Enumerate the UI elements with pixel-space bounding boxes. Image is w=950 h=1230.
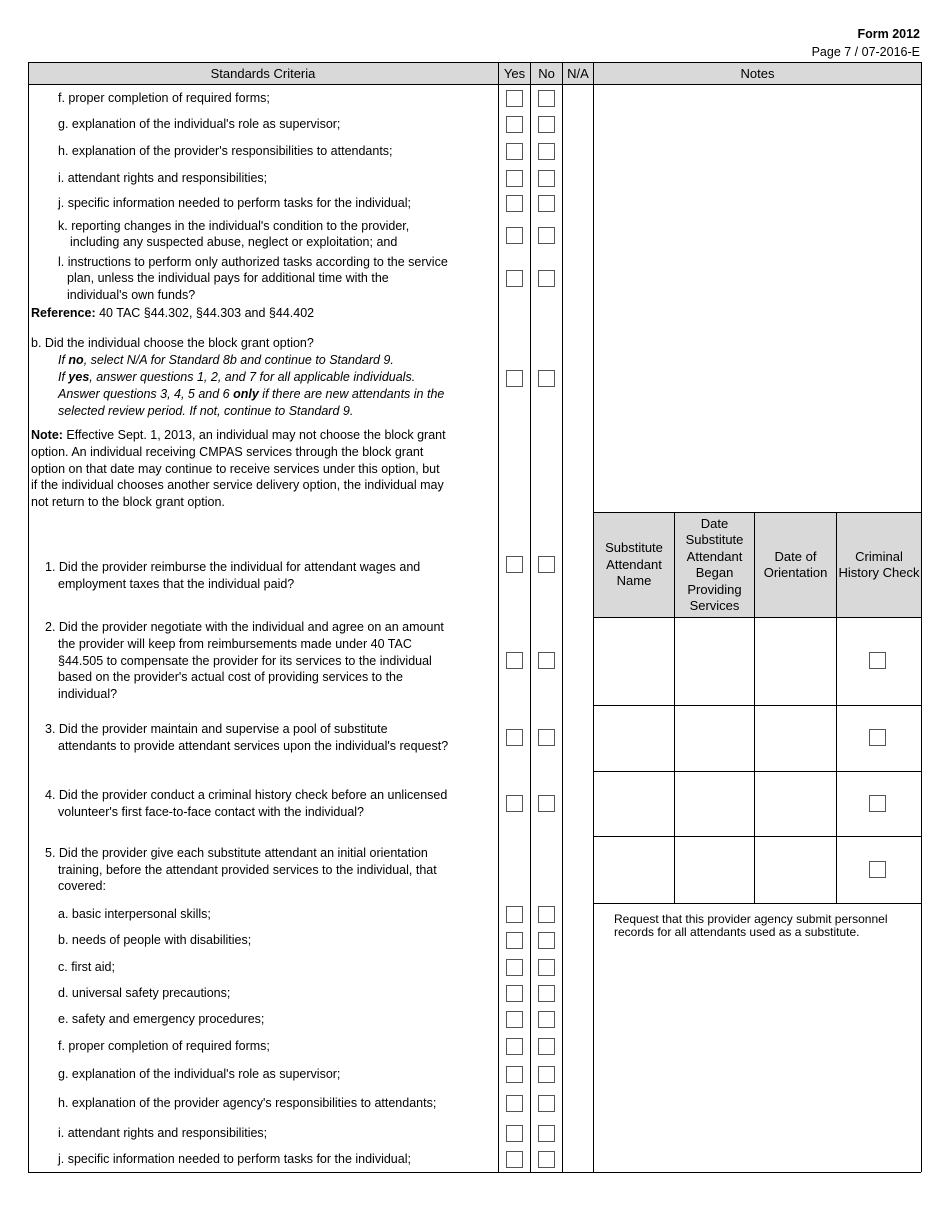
yes-checkbox[interactable] — [506, 1038, 523, 1055]
criteria-item: k. reporting changes in the individual's condition to the provider, — [58, 219, 410, 233]
column-header-notes: Notes — [594, 63, 921, 84]
question-2-cont: §44.505 to compensate the provider for its services to the individual — [58, 654, 432, 668]
no-checkbox[interactable] — [538, 1125, 555, 1142]
reference-line: Reference: 40 TAC §44.302, §44.303 and §44.402 — [31, 306, 315, 320]
yes-checkbox[interactable] — [506, 370, 523, 387]
question-5: 5. Did the provider give each substitute attendant an initial orientation — [45, 846, 428, 860]
yes-checkbox[interactable] — [506, 1066, 523, 1083]
note-line: option. An individual receiving CMPAS services through the block grant — [31, 445, 424, 459]
no-checkbox[interactable] — [538, 270, 555, 287]
no-checkbox[interactable] — [538, 1038, 555, 1055]
criminal-history-checkbox[interactable] — [869, 795, 886, 812]
form-number: Form 2012 — [857, 27, 920, 41]
question-2-cont: based on the provider's actual cost of providing services to the — [58, 670, 403, 684]
criteria-item: j. specific information needed to perform tasks for the individual; — [58, 196, 411, 210]
yes-checkbox[interactable] — [506, 1011, 523, 1028]
note-line: option on that date may continue to receive services under this option, but — [31, 462, 440, 476]
question-1: 1. Did the provider reimburse the individual for attendant wages and — [45, 560, 421, 574]
column-header-na: N/A — [563, 63, 593, 84]
yes-checkbox[interactable] — [506, 959, 523, 976]
question-2-cont: individual? — [58, 687, 118, 701]
sub-header-criminal-check: Criminal History Check — [837, 513, 921, 617]
no-checkbox[interactable] — [538, 1095, 555, 1112]
criteria-item: l. instructions to perform only authorized tasks according to the service — [58, 255, 448, 269]
yes-checkbox[interactable] — [506, 143, 523, 160]
question-b: b. Did the individual choose the block grant option? — [31, 336, 314, 350]
question-5-cont: training, before the attendant provided services to the individual, that — [58, 863, 437, 877]
no-checkbox[interactable] — [538, 1011, 555, 1028]
no-checkbox[interactable] — [538, 170, 555, 187]
criteria-item: b. needs of people with disabilities; — [58, 933, 252, 947]
yes-checkbox[interactable] — [506, 1125, 523, 1142]
note-line: not return to the block grant option. — [31, 495, 225, 509]
yes-checkbox[interactable] — [506, 556, 523, 573]
no-checkbox[interactable] — [538, 729, 555, 746]
no-checkbox[interactable] — [538, 1151, 555, 1168]
criteria-item: h. explanation of the provider's responsibilities to attendants; — [58, 144, 393, 158]
criminal-history-checkbox[interactable] — [869, 861, 886, 878]
yes-checkbox[interactable] — [506, 116, 523, 133]
question-3-cont: attendants to provide attendant services upon the individual's request? — [58, 739, 449, 753]
no-checkbox[interactable] — [538, 90, 555, 107]
no-checkbox[interactable] — [538, 652, 555, 669]
sub-header-date-began: Date Substitute Attendant Began Providing Services — [675, 513, 754, 617]
notes-request: Request that this provider agency submit personnel records for all attendants used as a substitute. — [614, 912, 888, 939]
yes-checkbox[interactable] — [506, 1151, 523, 1168]
criteria-item: i. attendant rights and responsibilities; — [58, 1126, 268, 1140]
no-checkbox[interactable] — [538, 795, 555, 812]
question-4-cont: volunteer's first face-to-face contact with the individual? — [58, 805, 365, 819]
question-1-cont: employment taxes that the individual paid? — [58, 577, 295, 591]
no-checkbox[interactable] — [538, 116, 555, 133]
yes-checkbox[interactable] — [506, 795, 523, 812]
yes-checkbox[interactable] — [506, 932, 523, 949]
column-header-criteria: Standards Criteria — [28, 63, 498, 84]
question-2: 2. Did the provider negotiate with the individual and agree on an amount — [45, 620, 444, 634]
criteria-item: j. specific information needed to perform tasks for the individual; — [58, 1152, 411, 1166]
question-2-cont: the provider will keep from reimbursements made under 40 TAC — [58, 637, 412, 651]
yes-checkbox[interactable] — [506, 652, 523, 669]
question-4: 4. Did the provider conduct a criminal history check before an unlicensed — [45, 788, 448, 802]
question-b-if-no: If no, select N/A for Standard 8b and continue to Standard 9. — [58, 353, 394, 367]
sub-header-name: Substitute Attendant Name — [594, 513, 674, 617]
yes-checkbox[interactable] — [506, 985, 523, 1002]
no-checkbox[interactable] — [538, 195, 555, 212]
yes-checkbox[interactable] — [506, 170, 523, 187]
note-line: if the individual chooses another service delivery option, the individual may — [31, 478, 444, 492]
question-5-cont: covered: — [58, 879, 106, 893]
criteria-item: g. explanation of the individual's role as supervisor; — [58, 117, 341, 131]
yes-checkbox[interactable] — [506, 195, 523, 212]
no-checkbox[interactable] — [538, 906, 555, 923]
yes-checkbox[interactable] — [506, 729, 523, 746]
question-b-answer-cont: selected review period. If not, continue to Standard 9. — [58, 404, 354, 418]
yes-checkbox[interactable] — [506, 270, 523, 287]
question-b-answer: Answer questions 3, 4, 5 and 6 only if there are new attendants in the — [58, 387, 445, 401]
criteria-item: g. explanation of the individual's role as supervisor; — [58, 1067, 341, 1081]
no-checkbox[interactable] — [538, 985, 555, 1002]
criteria-item: d. universal safety precautions; — [58, 986, 231, 1000]
no-checkbox[interactable] — [538, 1066, 555, 1083]
no-checkbox[interactable] — [538, 556, 555, 573]
question-b-if-yes: If yes, answer questions 1, 2, and 7 for all applicable individuals. — [58, 370, 416, 384]
no-checkbox[interactable] — [538, 959, 555, 976]
column-header-no: No — [531, 63, 562, 84]
no-checkbox[interactable] — [538, 227, 555, 244]
criteria-item: e. safety and emergency procedures; — [58, 1012, 265, 1026]
criteria-item: f. proper completion of required forms; — [58, 91, 270, 105]
yes-checkbox[interactable] — [506, 1095, 523, 1112]
criteria-item: f. proper completion of required forms; — [58, 1039, 270, 1053]
no-checkbox[interactable] — [538, 932, 555, 949]
note-line: Note: Effective Sept. 1, 2013, an individual may not choose the block grant — [31, 428, 446, 442]
criminal-history-checkbox[interactable] — [869, 652, 886, 669]
no-checkbox[interactable] — [538, 370, 555, 387]
yes-checkbox[interactable] — [506, 227, 523, 244]
yes-checkbox[interactable] — [506, 906, 523, 923]
criteria-item: h. explanation of the provider agency's responsibilities to attendants; — [58, 1096, 437, 1110]
criteria-item-cont: plan, unless the individual pays for additional time with the — [67, 271, 389, 285]
question-3: 3. Did the provider maintain and supervise a pool of substitute — [45, 722, 388, 736]
sub-header-orientation: Date of Orientation — [755, 513, 836, 617]
criteria-item: c. first aid; — [58, 960, 115, 974]
criteria-item: a. basic interpersonal skills; — [58, 907, 211, 921]
no-checkbox[interactable] — [538, 143, 555, 160]
column-header-yes: Yes — [499, 63, 530, 84]
criteria-item-cont: individual's own funds? — [67, 288, 196, 302]
criminal-history-checkbox[interactable] — [869, 729, 886, 746]
page-number: Page 7 / 07-2016-E — [811, 45, 920, 59]
yes-checkbox[interactable] — [506, 90, 523, 107]
criteria-item: i. attendant rights and responsibilities; — [58, 171, 268, 185]
criteria-item-cont: including any suspected abuse, neglect or exploitation; and — [70, 235, 398, 249]
